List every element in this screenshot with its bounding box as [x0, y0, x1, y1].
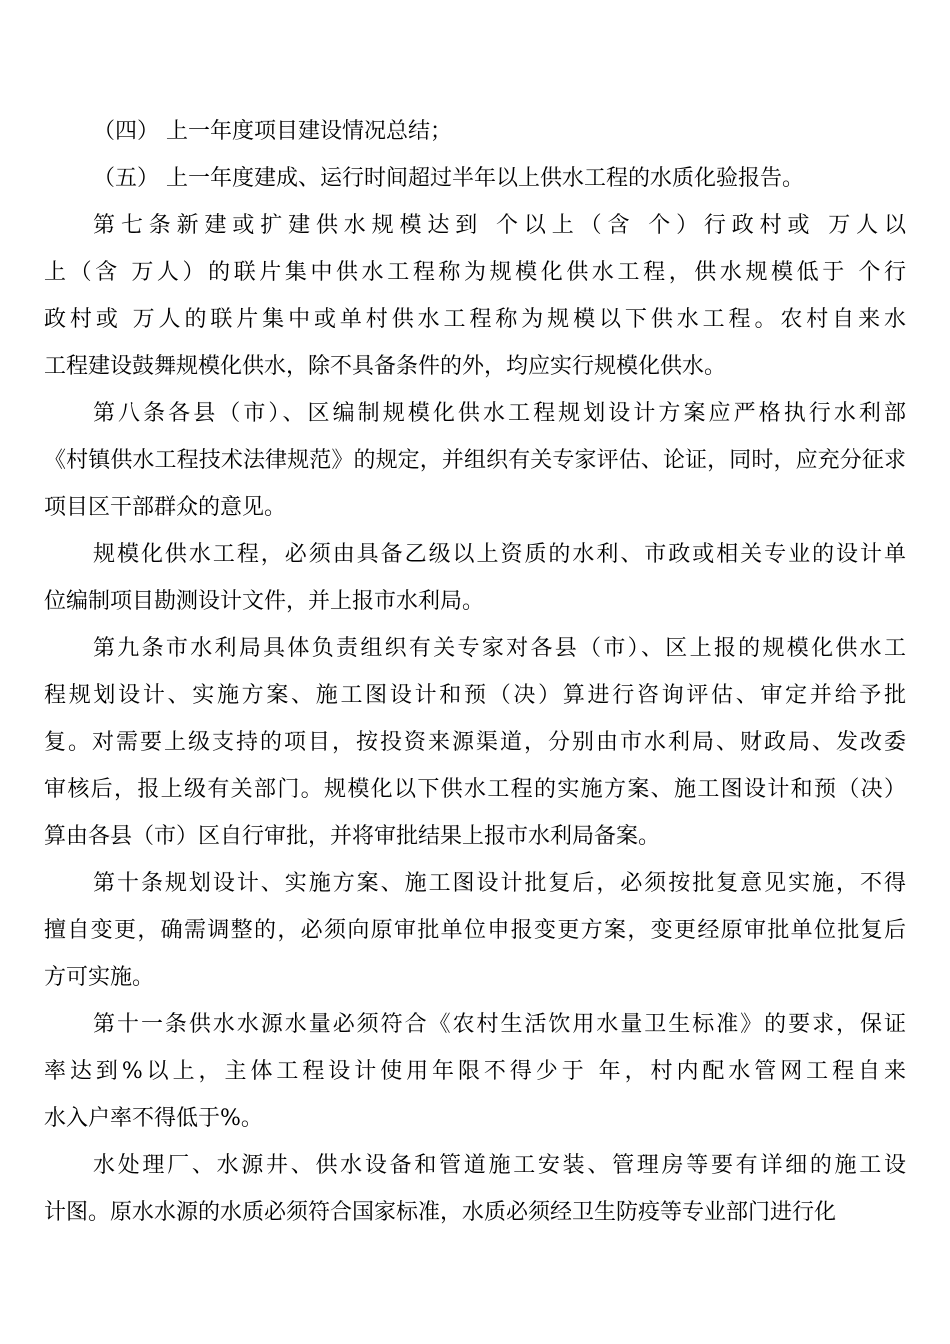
- line-text: 第八条各县（市）、区编制规模化供水工程规划设计方案应严格执行水利部: [93, 401, 906, 426]
- text-line: [0, 726, 950, 760]
- line-text: 算由各县（市）区自行审批，并将审批结果上报市水利局备案。: [44, 824, 661, 849]
- text-line: [0, 1055, 950, 1089]
- line-text: 擅自变更，确需调整的，必须向原审批单位申报变更方案，变更经原审批单位批复后: [44, 918, 906, 943]
- text-line: [0, 209, 950, 243]
- text-line: [0, 444, 950, 478]
- line-text: 第九条市水利局具体负责组织有关专家对各县（市）、区上报的规模化供水工: [93, 636, 906, 661]
- text-line: [0, 1196, 950, 1230]
- text-line: [0, 914, 950, 948]
- line-text: 水入户率不得低于%。: [44, 1106, 263, 1131]
- line-text: 项目区干部群众的意见。: [44, 495, 287, 520]
- line-text: 程规划设计、实施方案、施工图设计和预（决）算进行咨询评估、审定并给予批: [44, 683, 906, 708]
- text-line: [0, 303, 950, 337]
- text-line: [0, 350, 950, 384]
- text-line: [0, 679, 950, 713]
- line-text: 率达到%以上，主体工程设计使用年限不得少于 年，村内配水管网工程自来: [44, 1059, 906, 1084]
- text-line: [0, 867, 950, 901]
- line-text: 复。对需要上级支持的项目，按投资来源渠道，分别由市水利局、财政局、发改委: [44, 730, 906, 755]
- text-line: [0, 632, 950, 666]
- line-text: （四） 上一年度项目建设情况总结；: [93, 119, 452, 144]
- line-text: 工程建设鼓舞规模化供水，除不具备条件的外，均应实行规模化供水。: [44, 354, 727, 379]
- line-text: 第七条新建或扩建供水规模达到 个以上（含 个）行政村或 万人以: [93, 213, 906, 238]
- text-line: [0, 491, 950, 525]
- text-line: [0, 1008, 950, 1042]
- text-line: [0, 1102, 950, 1136]
- line-text: 政村或 万人的联片集中或单村供水工程称为规模以下供水工程。农村自来水: [44, 307, 906, 332]
- text-line: [0, 397, 950, 431]
- line-text: 位编制项目勘测设计文件，并上报市水利局。: [44, 589, 485, 614]
- line-text: 上（含 万人）的联片集中供水工程称为规模化供水工程，供水规模低于 个行: [44, 260, 906, 285]
- line-text: 规模化供水工程，必须由具备乙级以上资质的水利、市政或相关专业的设计单: [93, 542, 906, 567]
- line-text: 《村镇供水工程技术法律规范》的规定，并组织有关专家评估、论证，同时，应充分征求: [44, 448, 906, 473]
- text-line: [0, 115, 950, 149]
- text-line: [0, 773, 950, 807]
- text-line: [0, 1149, 950, 1183]
- line-text: 第十一条供水水源水量必须符合《农村生活饮用水量卫生标准》的要求，保证: [93, 1012, 906, 1037]
- line-text: 方可实施。: [44, 965, 155, 990]
- line-text: （五） 上一年度建成、运行时间超过半年以上供水工程的水质化验报告。: [93, 166, 804, 191]
- line-text: 第十条规划设计、实施方案、施工图设计批复后，必须按批复意见实施，不得: [93, 871, 906, 896]
- text-line: [0, 162, 950, 196]
- text-line: [0, 820, 950, 854]
- text-line: [0, 538, 950, 572]
- line-text: 审核后，报上级有关部门。规模化以下供水工程的实施方案、施工图设计和预（决）: [44, 777, 906, 802]
- text-line: [0, 961, 950, 995]
- text-line: [0, 585, 950, 619]
- line-text: 水处理厂、水源井、供水设备和管道施工安装、管理房等要有详细的施工设: [93, 1153, 906, 1178]
- text-line: [0, 256, 950, 290]
- line-text: 计图。原水水源的水质必须符合国家标准，水质必须经卫生防疫等专业部门进行化: [44, 1200, 837, 1225]
